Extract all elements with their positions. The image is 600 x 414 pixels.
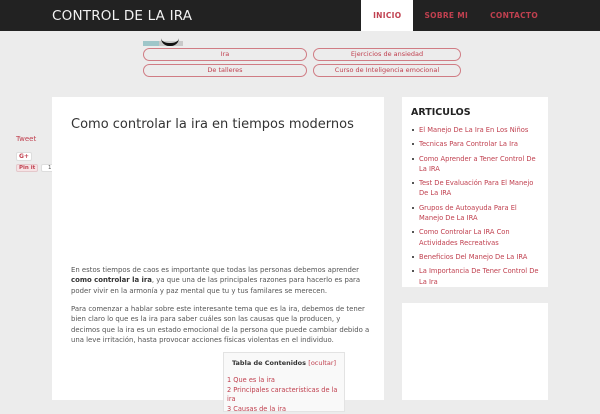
main-nav (361, 0, 549, 31)
pin-count-badge: 1 (41, 164, 58, 172)
category-curso-inteligencia-button[interactable]: Curso de Inteligencia emocional (313, 64, 461, 77)
banner-image (143, 41, 183, 46)
pinterest-pin-button[interactable]: Pin it (16, 164, 38, 172)
article-link[interactable]: Beneficios Del Manejo De La IRA (412, 252, 540, 262)
article-link[interactable]: El Manejo De La Ira En Los Niños (412, 125, 540, 135)
nav-inicio[interactable]: INICIO (361, 0, 413, 31)
article-link[interactable]: Como Aprender a Tener Control De La IRA (412, 154, 540, 175)
toc-toggle-link[interactable]: [ocultar] (308, 359, 336, 367)
definition-paragraph: Para comenzar a hablar sobre este interesante tema que es la ira, debemos de tener bien claro lo que es la ira para saber cuáles son las causas que la producen, y decimos que la ira es un estado emocional de la persona que puede cambiar debido a una leve irritación, hasta provocar acciones físicas violentas en el individuo. (71, 304, 371, 345)
table-of-contents (223, 352, 345, 412)
top-header-bar (0, 0, 600, 31)
article-link[interactable]: La Importancia De Tener Control De La Ira (412, 266, 540, 287)
article-link[interactable]: Test De Evaluación Para El Manejo De La IRA (412, 178, 540, 199)
tweet-button[interactable]: Tweet (16, 135, 58, 143)
intro-paragraph (71, 265, 371, 296)
google-plus-button[interactable]: G+ (16, 152, 32, 161)
toc-title: Tabla de Contenidos (232, 359, 306, 367)
nav-sobre-mi[interactable]: SOBRE MI (413, 0, 479, 31)
category-talleres-button[interactable]: De talleres (143, 64, 307, 77)
article-link[interactable]: Como Controlar La IRA Con Actividades Recreativas (412, 227, 540, 248)
intro-text-cont: , ya que una de las principales razones para hacerlo es para poder vivir en la armonía y paz mental que tu y tus familares se merecen. (71, 276, 360, 294)
article-link[interactable]: Grupos de Autoayuda Para El Manejo De La IRA (412, 203, 540, 224)
toc-item[interactable]: 1 Que es la ira (227, 376, 344, 386)
post-title: Como controlar la ira en tiempos modernos (71, 117, 354, 132)
sidebar-empty-widget (402, 303, 548, 400)
article-link[interactable]: Tecnicas Para Controlar La Ira (412, 139, 540, 149)
toc-item[interactable]: 2 Principales características de la ira (227, 386, 344, 405)
toc-item[interactable]: 3 Causas de la ira (227, 405, 344, 414)
site-title-link[interactable]: CONTROL DE LA IRA (52, 8, 192, 24)
nav-contacto[interactable]: CONTACTO (479, 0, 549, 31)
category-ejercicios-ansiedad-button[interactable]: Ejercicios de ansiedad (313, 48, 461, 61)
sidebar-articles-widget (402, 97, 548, 287)
category-ira-button[interactable]: Ira (143, 48, 307, 61)
toc-list (224, 376, 344, 414)
articles-list (412, 125, 540, 287)
keyword-bold: como controlar la ira (71, 276, 152, 284)
widget-title: ARTICULOS (411, 107, 548, 118)
banner-image-part (143, 41, 159, 46)
toc-header (224, 359, 344, 367)
main-article (52, 97, 384, 400)
intro-text: En estos tiempos de caos es importante que todas las personas debemos aprender (71, 266, 359, 274)
